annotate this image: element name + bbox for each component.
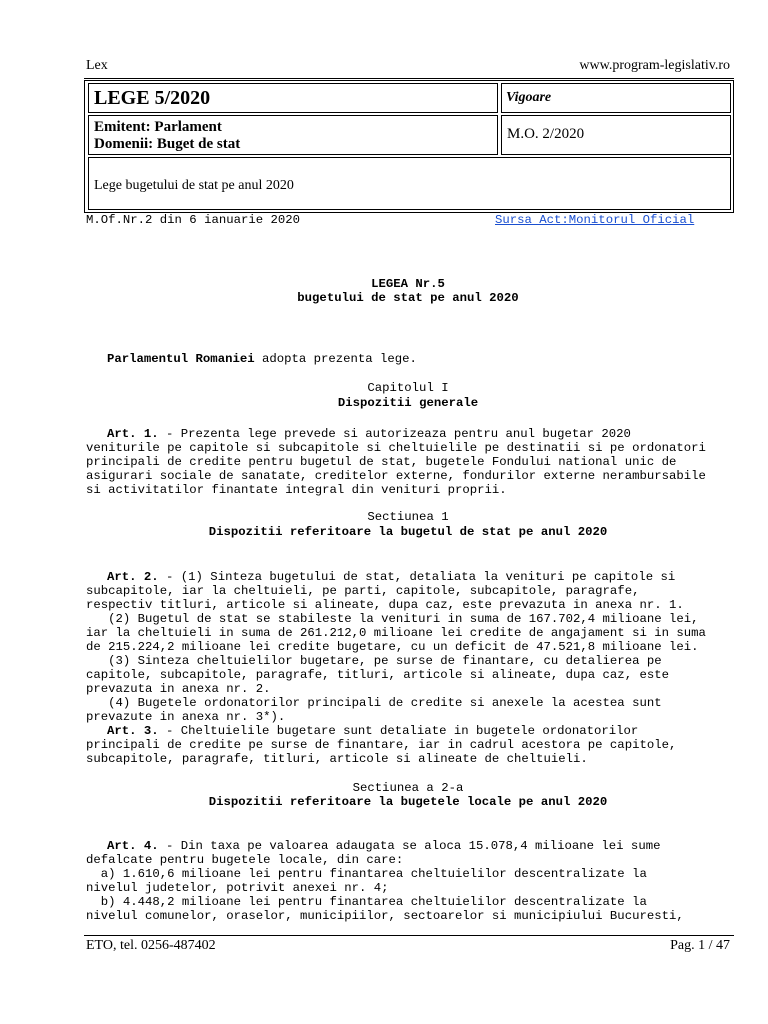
art2-line: capitole, subcapitole, paragrafe, titluri, articole si alineate, dupa caz, este	[86, 668, 669, 682]
art1-line: principali de credite pentru bugetul de stat, bugetele Fondului national unic de	[86, 455, 677, 469]
description-cell	[88, 157, 731, 210]
art2-line: de 215.224,2 milioane lei credite bugetare, cu un deficit de 47.521,8 milioane lei.	[86, 640, 699, 654]
intro-text: adopta prezenta lege.	[254, 352, 417, 366]
art4-line: nivelul comunelor, oraselor, municipiilor, sectoarelor si municipiului Bucuresti,	[86, 909, 684, 923]
art2-line: Art. 2. - (1) Sinteza bugetului de stat, detaliata la venituri pe capitole si	[107, 570, 676, 584]
intro-paragraph	[107, 352, 417, 367]
art2-line: iar la cheltuieli in suma de 261.212,0 milioane lei credite de angajament si in suma	[86, 626, 706, 640]
art2-line: prevazuta in anexa nr. 2.	[86, 682, 271, 696]
law-title-cell	[88, 83, 498, 113]
page-number: Pag. 1 / 47	[670, 938, 730, 953]
parliament-name: Parlamentul Romaniei	[107, 352, 255, 366]
status-cell	[501, 83, 731, 113]
section-heading: Sectiunea 1	[367, 510, 449, 524]
section-title: Dispozitii referitoare la bugetul de stat pe anul 2020	[208, 525, 608, 539]
monitor-number: M.O. 2/2020	[507, 126, 585, 142]
art2-line: (4) Bugetele ordonatorilor principali de credite si anexele la acestea sunt	[86, 696, 662, 710]
art3-line: principali de credite pe surse de finantare, iar in cadrul acestora pe capitole,	[86, 738, 677, 752]
domenii-text: Domenii: Buget de stat	[94, 136, 241, 152]
art2-line: prevazute in anexa nr. 3*).	[86, 710, 286, 724]
footer-contact: ETO, tel. 0256-487402	[86, 938, 216, 953]
info-box	[84, 80, 734, 213]
art4-line: b) 4.448,2 milioane lei pentru finantarea cheltuielilor descentralizate la	[86, 895, 647, 909]
status-label: Vigoare	[506, 90, 552, 105]
art1-line: Art. 1. - Prezenta lege prevede si autorizeaza pentru anul bugetar 2020	[107, 427, 631, 441]
emitent-text: Emitent: Parlament	[94, 119, 222, 135]
art3-line: subcapitole, paragrafe, titluri, articole si alineate de cheltuieli.	[86, 752, 588, 766]
footer-divider	[84, 935, 734, 936]
art2-label: Art. 2.	[107, 570, 159, 584]
law-number: LEGEA Nr.5	[371, 277, 445, 291]
art4-label: Art. 4.	[107, 839, 159, 853]
art1-line: asigurari sociale de sanatate, creditelor externe, fondurilor externe nerambursabile	[86, 469, 706, 483]
art4-line: defalcate pentru bugetele locale, din care:	[86, 853, 404, 867]
art4-line: nivelul judetelor, potrivit anexei nr. 4;	[86, 881, 389, 895]
art4-line: a) 1.610,6 milioane lei pentru finantarea cheltuielilor descentralizate la	[86, 867, 647, 881]
art2-line: respectiv titluri, articole si alineate, dupa caz, este prevazuta in anexa nr. 1.	[86, 598, 684, 612]
art3-line: Art. 3. - Cheltuielile bugetare sunt detaliate in bugetele ordonatorilor	[107, 724, 639, 738]
art2-line: (2) Bugetul de stat se stabileste la venituri in suma de 167.702,4 milioane lei,	[86, 612, 699, 626]
art1-line: veniturile pe capitole si subcapitole si cheltuielile pe destinatii si pe ordonatori	[86, 441, 706, 455]
header-divider	[84, 78, 734, 79]
chapter-title: Dispozitii generale	[337, 396, 479, 410]
section-title: Dispozitii referitoare la bugetele locale pe anul 2020	[208, 795, 608, 809]
chapter-heading: Capitolul I	[367, 381, 449, 395]
art2-line: (3) Sinteza cheltuielilor bugetare, pe surse de finantare, cu detalierea pe	[86, 654, 662, 668]
official-gazette-reference: M.Of.Nr.2 din 6 ianuarie 2020	[86, 213, 301, 227]
header-source: Lex	[86, 58, 108, 73]
source-link[interactable]: Sursa Act:Monitorul Oficial	[495, 213, 695, 227]
emitent-block	[94, 119, 240, 153]
monitor-cell	[501, 115, 731, 155]
section-heading: Sectiunea a 2-a	[352, 781, 464, 795]
art1-line: si activitatilor finantate integral din venituri proprii.	[86, 483, 507, 497]
art4-line: Art. 4. - Din taxa pe valoarea adaugata se aloca 15.078,4 milioane lei sume	[107, 839, 661, 853]
law-title: LEGE 5/2020	[94, 87, 211, 109]
law-subject: bugetului de stat pe anul 2020	[297, 291, 519, 305]
law-description: Lege bugetului de stat pe anul 2020	[94, 178, 294, 193]
art2-line: subcapitole, iar la cheltuieli, pe parti, capitole, subcapitole, paragrafe,	[86, 584, 640, 598]
emitent-cell	[88, 115, 498, 155]
art3-label: Art. 3.	[107, 724, 159, 738]
header-website: www.program-legislativ.ro	[579, 58, 730, 73]
art1-label: Art. 1.	[107, 427, 159, 441]
